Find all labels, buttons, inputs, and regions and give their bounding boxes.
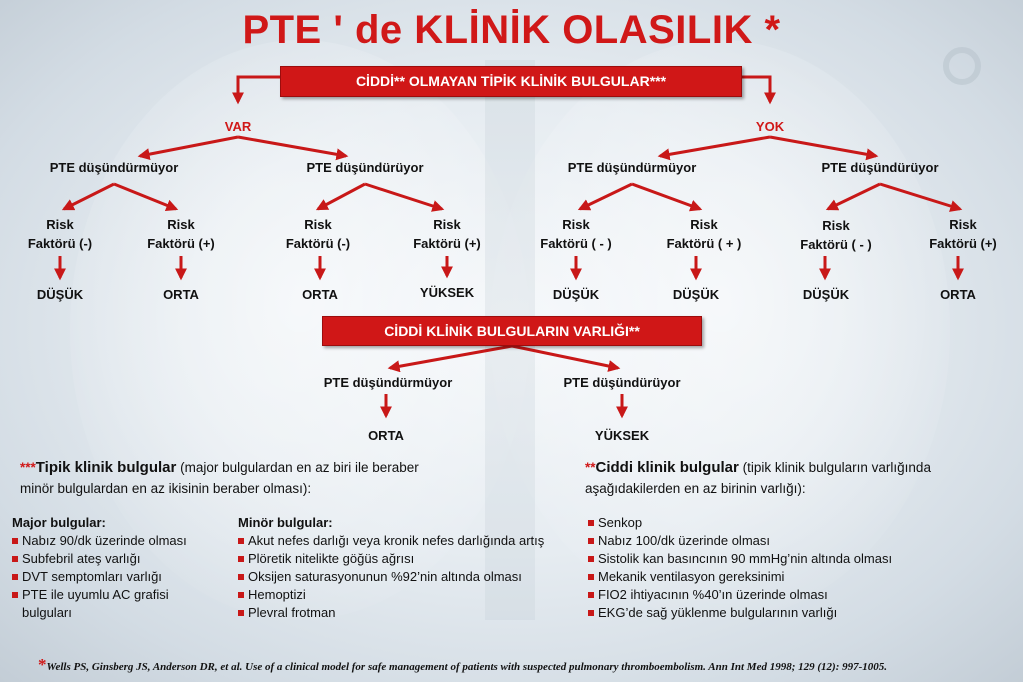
- risk-factor-node: [913, 215, 1013, 253]
- serious-findings-list: [588, 514, 1008, 622]
- note-text: aşağıdakilerden en az birinin varlığı: [585, 481, 798, 496]
- major-findings-list: [12, 514, 224, 622]
- risk-label: Risk: [433, 217, 461, 232]
- page-title: PTE ' de KLİNİK OLASILIK *: [242, 8, 781, 52]
- serious-findings-box: CİDDİ KLİNİK BULGULARIN VARLIĞI**: [322, 316, 702, 346]
- risk-label: Risk: [822, 218, 850, 233]
- tree2-pte-node: PTE düşündürmüyor: [323, 375, 453, 390]
- risk-factor-label: Faktörü ( + ): [666, 236, 742, 251]
- risk-factor-label: Faktörü (+): [929, 236, 997, 251]
- risk-factor-label: Faktörü (+): [413, 236, 481, 251]
- risk-factor-node: [131, 215, 231, 253]
- list-heading: Minör bulgular:: [238, 515, 333, 530]
- probability-result: ORTA: [940, 287, 976, 302]
- tree1-pte-node: PTE düşündürmüyor: [49, 160, 179, 175]
- tree1-pte-node: PTE düşündürüyor: [821, 160, 939, 175]
- list-item: Oksijen saturasyonunun %92’nin altında olması: [238, 568, 573, 586]
- list-item: EKG’de sağ yüklenme bulgularının varlığı: [588, 604, 1008, 622]
- risk-factor-node: [268, 215, 368, 253]
- list-item: DVT semptomları varlığı: [12, 568, 224, 586]
- list-item: Plöretik nitelikte göğüs ağrısı: [238, 550, 573, 568]
- note-stars: ***: [20, 460, 36, 475]
- note-heading: Tipik klinik bulgular: [35, 459, 177, 476]
- note-text: (major bulgulardan en az biri ile beraber: [176, 460, 419, 475]
- list-item: Hemoptizi: [238, 586, 573, 604]
- risk-factor-label: Faktörü ( - ): [800, 237, 872, 252]
- var-label: VAR: [224, 119, 252, 134]
- list-item: Senkop: [588, 514, 1008, 532]
- typical-findings-note: [20, 457, 540, 499]
- list-item: Nabız 100/dk üzerinde olması: [588, 532, 1008, 550]
- probability-result: DÜŞÜK: [802, 287, 850, 302]
- note-text: ):: [797, 481, 806, 496]
- probability-result: YÜKSEK: [419, 285, 475, 300]
- risk-factor-node: [781, 216, 891, 254]
- yok-label: YOK: [755, 119, 785, 134]
- serious-findings-note: [585, 457, 1015, 499]
- typical-findings-box: CİDDİ** OLMAYAN TİPİK KLİNİK BULGULAR***: [280, 66, 742, 97]
- risk-factor-label: Faktörü (-): [285, 236, 351, 251]
- reference-star: *: [38, 655, 47, 674]
- risk-label: Risk: [562, 217, 590, 232]
- list-heading: Major bulgular:: [12, 515, 106, 530]
- probability-result: DÜŞÜK: [36, 287, 84, 302]
- note-heading: Ciddi klinik bulgular: [595, 459, 739, 476]
- list-item: Akut nefes darlığı veya kronik nefes darlığında artış: [238, 532, 573, 550]
- probability-result: ORTA: [368, 428, 404, 443]
- note-text: (tipik klinik bulguların varlığında: [738, 460, 931, 475]
- minor-findings-list: [238, 514, 573, 622]
- tree1-pte-node: PTE düşündürüyor: [306, 160, 424, 175]
- risk-label: Risk: [167, 217, 195, 232]
- risk-label: Risk: [304, 217, 332, 232]
- list-item: FIO2 ihtiyacının %40’ın üzerinde olması: [588, 586, 1008, 604]
- risk-factor-label: Faktörü ( - ): [540, 236, 612, 251]
- list-item: PTE ile uyumlu AC grafisi bulguları: [12, 586, 212, 622]
- risk-factor-node: [10, 215, 110, 253]
- risk-factor-node: [526, 215, 626, 253]
- probability-result: ORTA: [163, 287, 199, 302]
- risk-label: Risk: [690, 217, 718, 232]
- risk-factor-label: Faktörü (-): [27, 236, 93, 251]
- risk-factor-node: [397, 215, 497, 253]
- list-item: Plevral frotman: [238, 604, 573, 622]
- list-item: Nabız 90/dk üzerinde olması: [12, 532, 224, 550]
- risk-label: Risk: [949, 217, 977, 232]
- list-item: Subfebril ateş varlığı: [12, 550, 224, 568]
- tree1-pte-node: PTE düşündürmüyor: [567, 160, 697, 175]
- probability-result: ORTA: [302, 287, 338, 302]
- note-stars: **: [585, 460, 596, 475]
- note-text: ):: [302, 481, 312, 496]
- list-item: Mekanik ventilasyon gereksinimi: [588, 568, 1008, 586]
- reference-text: Wells PS, Ginsberg JS, Anderson DR, et al. Use of a clinical model for safe management of patients with suspected pulmonary thromboembolism. Ann Int Med 1998; 129 (12): 997-1005.: [46, 661, 888, 673]
- risk-factor-node: [652, 215, 756, 253]
- probability-result: YÜKSEK: [594, 428, 650, 443]
- risk-factor-label: Faktörü (+): [147, 236, 215, 251]
- reference-citation: [38, 655, 887, 675]
- list-item: Sistolik kan basıncının 90 mmHg’nin altında olması: [588, 550, 1008, 568]
- risk-label: Risk: [46, 217, 74, 232]
- probability-result: DÜŞÜK: [672, 287, 720, 302]
- probability-result: DÜŞÜK: [552, 287, 600, 302]
- tree2-pte-node: PTE düşündürüyor: [563, 375, 681, 390]
- note-text: minör bulgulardan en az ikisinin beraber olması: [20, 481, 303, 496]
